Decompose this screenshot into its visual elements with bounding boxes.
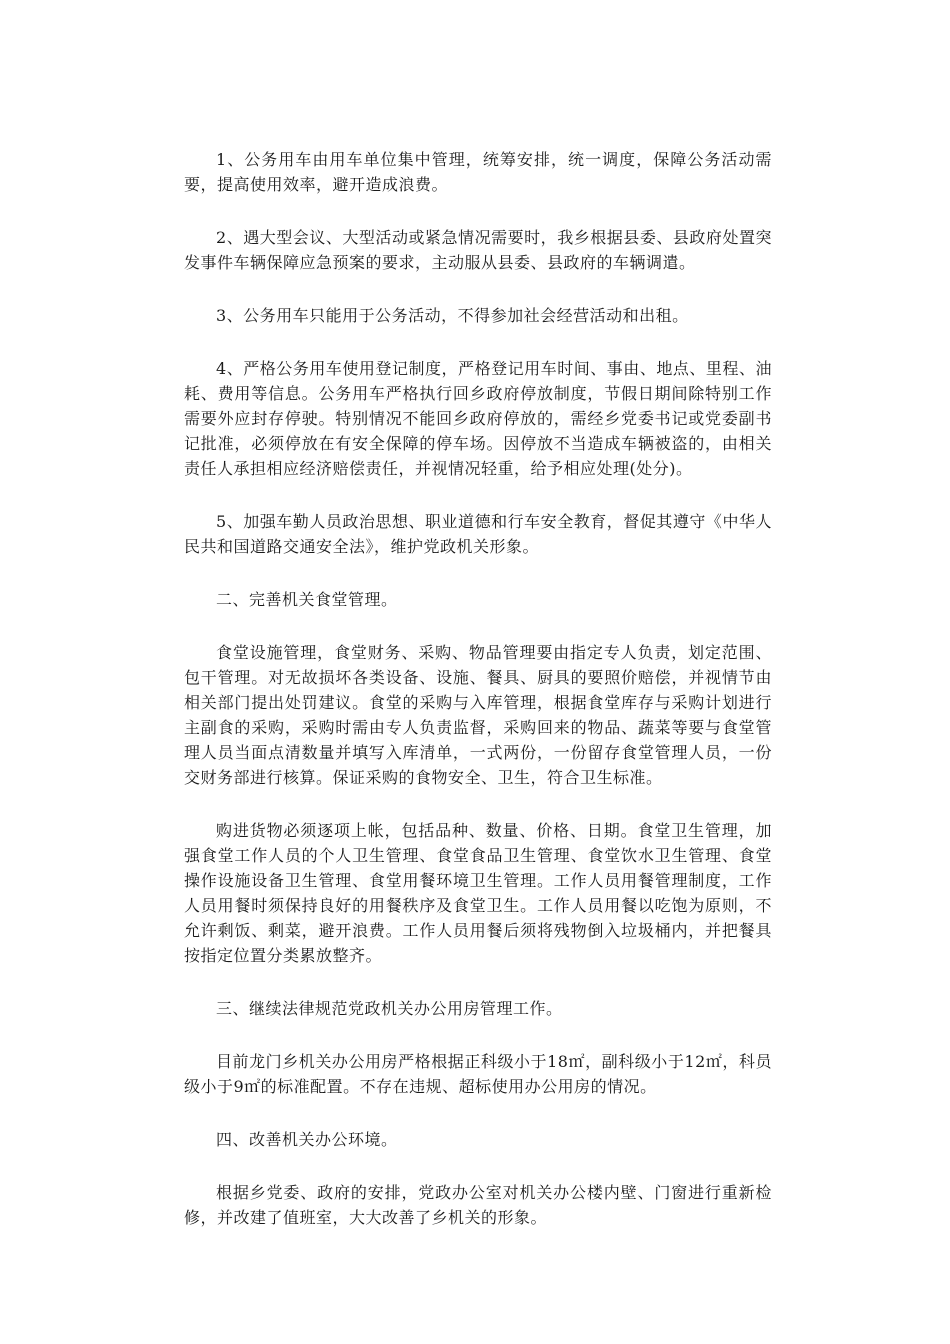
- paragraph-vehicle-registration: 4、严格公务用车使用登记制度，严格登记用车时间、事由、地点、里程、油耗、费用等信息。公务用车严格执行回乡政府停放制度，节假日期间除特别工作需要外应封存停驶。特别情况不能回乡政府停放的，需经乡党委书记或党委副书记批准，必须停放在有安全保障的停车场。因停放不当造成车辆被盗的，由相关责任人承担相应经济赔偿责任，并视情况轻重，给予相应处理(处分)。: [184, 359, 772, 478]
- paragraph-office-renovation: 根据乡党委、政府的安排，党政办公室对机关办公楼内壁、门窗进行重新检修，并改建了值班室，大大改善了乡机关的形象。: [184, 1183, 772, 1227]
- paragraph-canteen-hygiene: 购进货物必须逐项上帐，包括品种、数量、价格、日期。食堂卫生管理，加强食堂工作人员的个人卫生管理、食堂食品卫生管理、食堂饮水卫生管理、食堂操作设施设备卫生管理、食堂用餐环境卫生管理。工作人员用餐管理制度，工作人员用餐时须保持良好的用餐秩序及食堂卫生。工作人员用餐以吃饱为原则，不允许剩饭、剩菜，避开浪费。工作人员用餐后须将残物倒入垃圾桶内，并把餐具按指定位置分类累放整齐。: [184, 821, 772, 965]
- paragraph-office-space-standard: 目前龙门乡机关办公用房严格根据正科级小于18㎡，副科级小于12㎡，科员级小于9㎡的标准配置。不存在违规、超标使用办公用房的情况。: [184, 1052, 772, 1096]
- section-heading-office-environment: 四、改善机关办公环境。: [216, 1130, 398, 1149]
- paragraph-vehicle-centralized: 1、公务用车由用车单位集中管理，统筹安排，统一调度，保障公务活动需要，提高使用效率，避开造成浪费。: [184, 150, 772, 194]
- document-body: [184, 147, 772, 1258]
- paragraph-vehicle-official-use: 3、公务用车只能用于公务活动，不得参加社会经营活动和出租。: [216, 306, 689, 325]
- paragraph-canteen-facilities: 食堂设施管理，食堂财务、采购、物品管理要由指定专人负责，划定范围、包干管理。对无故损坏各类设备、设施、餐具、厨具的要照价赔偿，并视情节由相关部门提出处罚建议。食堂的采购与入库管理，根据食堂库存与采购计划进行主副食的采购，采购时需由专人负责监督，采购回来的物品、蔬菜等要与食堂管理人员当面点清数量并填写入库清单，一式两份，一份留存食堂管理人员，一份交财务部进行核算。保证采购的食物安全、卫生，符合卫生标准。: [184, 643, 772, 787]
- section-heading-office-space: 三、继续法律规范党政机关办公用房管理工作。: [216, 999, 563, 1018]
- paragraph-vehicle-emergency: 2、遇大型会议、大型活动或紧急情况需要时，我乡根据县委、县政府处置突发事件车辆保障应急预案的要求，主动服从县委、县政府的车辆调遣。: [184, 228, 772, 272]
- section-heading-canteen: 二、完善机关食堂管理。: [216, 590, 398, 609]
- paragraph-driver-education: 5、加强车勤人员政治思想、职业道德和行车安全教育，督促其遵守《中华人民共和国道路交通安全法》，维护党政机关形象。: [184, 512, 772, 556]
